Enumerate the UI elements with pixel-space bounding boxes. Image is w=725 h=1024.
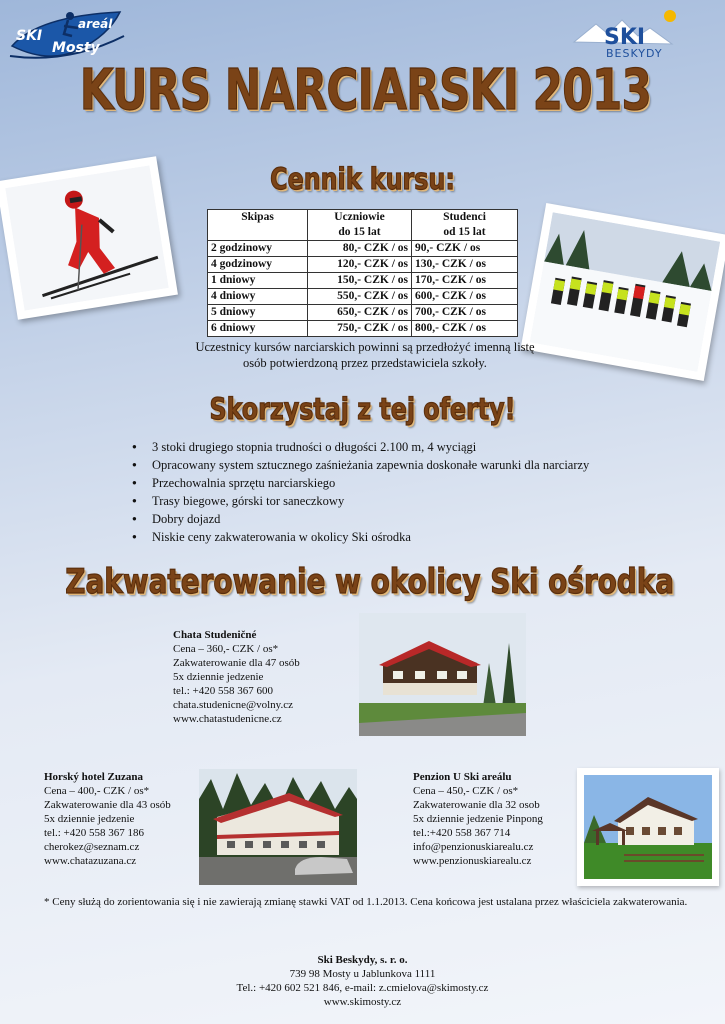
- header-students-line1: Studenci: [443, 211, 486, 223]
- row-name: 4 dniowy: [208, 289, 308, 305]
- accommodation-price: Cena – 400,- CZK / os*: [44, 785, 150, 797]
- price-footnote: * Ceny służą do zorientowania się i nie zawierają zmianę stawki VAT od 1.1.2013. Cena końcowa jest ustalana przez właściciela zakwaterowania.: [44, 896, 688, 908]
- table-row: [208, 289, 518, 305]
- accommodation-web[interactable]: www.chatazuzana.cz: [44, 855, 137, 867]
- header-students-line2: od 15 lat: [443, 226, 486, 238]
- row-pupils-price: 750,- CZK / os: [308, 321, 412, 337]
- table-row: [208, 305, 518, 321]
- participants-note-line1: Uczestnicy kursów narciarskich powinni są przedłożyć imenną listę: [195, 340, 535, 354]
- row-students-price: 90,- CZK / os: [412, 241, 518, 257]
- row-students-price: 800,- CZK / os: [412, 321, 518, 337]
- list-item: ● Opracowany system sztucznego zaśnieżania zapewnia doskonałe warunki dla narciarzy: [132, 456, 692, 474]
- penzion-photo: [577, 768, 719, 886]
- logo-right-text-ski: SKI: [604, 25, 646, 50]
- logo-left-text-mosty: Mosty: [52, 40, 100, 56]
- ski-areal-mosty-logo: [8, 6, 126, 66]
- accommodation-email[interactable]: cherokez@seznam.cz: [44, 841, 140, 853]
- table-row: [208, 257, 518, 273]
- row-name: 2 godzinowy: [208, 241, 308, 257]
- row-students-price: 700,- CZK / os: [412, 305, 518, 321]
- row-pupils-price: 550,- CZK / os: [308, 289, 412, 305]
- accommodation-capacity: Zakwaterowanie dla 47 osób: [173, 657, 300, 669]
- participants-note: [130, 339, 600, 371]
- company-web[interactable]: www.skimosty.cz: [323, 996, 402, 1008]
- offer-list: [132, 438, 692, 546]
- accommodation-email[interactable]: chata.studenicne@volny.cz: [173, 699, 293, 711]
- table-row: [208, 273, 518, 289]
- header-pupils-line2: do 15 lat: [338, 226, 381, 238]
- company-info: [0, 953, 725, 1009]
- accommodation-zuzana: [44, 770, 204, 868]
- accommodation-email[interactable]: info@penzionuskiarealu.cz: [413, 841, 534, 853]
- price-list-heading: Cennik kursu:: [270, 162, 455, 196]
- chata-photo: [359, 613, 526, 736]
- accommodation-penzion: [413, 770, 583, 868]
- offer-heading: Skorzystaj z tej oferty!: [209, 392, 516, 426]
- list-item: ● Trasy biegowe, górski tor saneczkowy: [132, 492, 692, 510]
- table-row: [208, 321, 518, 337]
- row-name: 4 godzinowy: [208, 257, 308, 273]
- accommodation-capacity: Zakwaterowanie dla 32 osob: [413, 799, 540, 811]
- header-pupils-line1: Uczniowie: [334, 211, 385, 223]
- logo-left-text-ski: SKI: [16, 28, 43, 44]
- list-item: ● 3 stoki drugiego stopnia trudności o długości 2.100 m, 4 wyciągi: [132, 438, 692, 456]
- accommodation-meals: 5x dziennie jedzenie: [173, 671, 264, 683]
- header-pupils: [308, 210, 412, 241]
- accommodation-price: Cena – 450,- CZK / os*: [413, 785, 519, 797]
- ski-beskydy-logo: [568, 8, 678, 60]
- company-contact[interactable]: Tel.: +420 602 521 846, e-mail: z.cmielova@skimosty.cz: [236, 982, 489, 994]
- main-title: KURS NARCIARSKI 2013: [79, 58, 652, 123]
- accommodation-web[interactable]: www.chatastudenicne.cz: [173, 713, 282, 725]
- zuzana-photo: [199, 769, 357, 885]
- row-pupils-price: 120,- CZK / os: [308, 257, 412, 273]
- price-table: [207, 209, 518, 337]
- row-students-price: 130,- CZK / os: [412, 257, 518, 273]
- list-item: ● Przechowalnia sprzętu narciarskiego: [132, 474, 692, 492]
- table-row: [208, 241, 518, 257]
- price-table-header-row: [208, 210, 518, 241]
- row-students-price: 170,- CZK / os: [412, 273, 518, 289]
- logo-left-text-areal: areál: [78, 17, 113, 31]
- list-item: ● Dobry dojazd: [132, 510, 692, 528]
- participants-note-line2: osób potwierdzoną przez przedstawiciela szkoły.: [243, 356, 487, 370]
- accommodation-capacity: Zakwaterowanie dla 43 osób: [44, 799, 171, 811]
- row-name: 1 dniowy: [208, 273, 308, 289]
- accommodation-heading: Zakwaterowanie w okolicy Ski ośrodka: [65, 562, 675, 602]
- accommodation-web[interactable]: www.penzionuskiarealu.cz: [413, 855, 532, 867]
- logo-right-text-beskydy: BESKYDY: [606, 47, 663, 60]
- row-students-price: 600,- CZK / os: [412, 289, 518, 305]
- accommodation-price: Cena – 360,- CZK / os*: [173, 643, 279, 655]
- row-name: 6 dniowy: [208, 321, 308, 337]
- accommodation-phone: tel.:+420 558 367 714: [413, 827, 511, 839]
- accommodation-name: Chata Studeničné: [173, 629, 257, 641]
- company-address: 739 98 Mosty u Jablunkova 1111: [289, 968, 436, 980]
- accommodation-phone: tel.: +420 558 367 186: [44, 827, 145, 839]
- accommodation-meals: 5x dziennie jedzenie Pinpong: [413, 813, 543, 825]
- row-pupils-price: 650,- CZK / os: [308, 305, 412, 321]
- accommodation-name: Penzion U Ski areálu: [413, 771, 512, 783]
- row-pupils-price: 80,- CZK / os: [308, 241, 412, 257]
- skier-photo: [0, 156, 178, 320]
- accommodation-name: Horský hotel Zuzana: [44, 771, 144, 783]
- accommodation-chata: [173, 628, 353, 726]
- accommodation-phone: tel.: +420 558 367 600: [173, 685, 274, 697]
- row-name: 5 dniowy: [208, 305, 308, 321]
- accommodation-meals: 5x dziennie jedzenie: [44, 813, 135, 825]
- header-students: [412, 210, 518, 241]
- header-skipas: Skipas: [208, 210, 308, 241]
- row-pupils-price: 150,- CZK / os: [308, 273, 412, 289]
- company-name: Ski Beskydy, s. r. o.: [317, 954, 408, 966]
- list-item: ● Niskie ceny zakwaterowania w okolicy Ski ośrodka: [132, 528, 692, 546]
